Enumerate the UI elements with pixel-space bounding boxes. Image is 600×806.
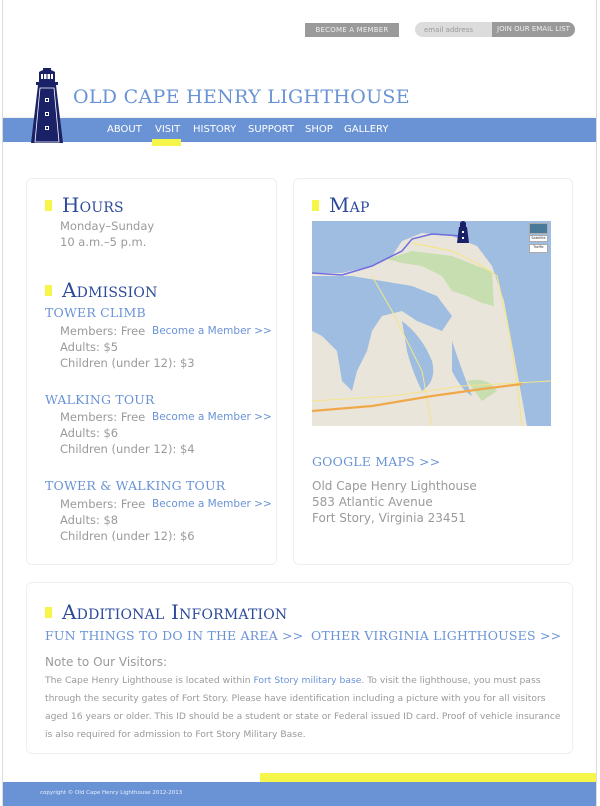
adults-price: Adults: $5	[60, 340, 119, 354]
tour-walking-title: WALKING TOUR	[45, 392, 155, 407]
email-signup	[415, 22, 575, 37]
join-email-button[interactable]: JOIN OUR EMAIL LIST	[492, 22, 575, 37]
nav-history[interactable]: HISTORY	[193, 124, 237, 135]
admission-title: Admission	[62, 278, 158, 302]
nav-active-indicator	[152, 139, 181, 146]
google-maps-link[interactable]: GOOGLE MAPS >>	[312, 454, 441, 469]
nav-bar	[3, 118, 596, 142]
map-title: Map	[329, 193, 370, 217]
note-text-pre: The Cape Henry Lighthouse is located within	[45, 675, 254, 686]
address-name: Old Cape Henry Lighthouse	[312, 479, 477, 493]
address-street: 583 Atlantic Avenue	[312, 495, 433, 509]
site-title[interactable]: OLD CAPE HENRY LIGHTHOUSE	[73, 86, 410, 108]
tour-combined-title: TOWER & WALKING TOUR	[45, 478, 226, 493]
nav-gallery[interactable]: GALLERY	[344, 124, 389, 135]
hours-info	[60, 218, 154, 250]
hours-days: Monday–Sunday	[60, 219, 155, 233]
tour-tower-climb-title: TOWER CLIMB	[45, 305, 146, 320]
hours-heading	[45, 193, 124, 217]
section-marker	[45, 607, 52, 618]
nav-visit[interactable]: VISIT	[155, 124, 181, 135]
map-satellite-thumbnail[interactable]	[529, 223, 548, 234]
note-paragraph	[45, 672, 570, 744]
hours-title: Hours	[62, 193, 124, 217]
become-member-link[interactable]: Become a Member >>	[152, 325, 272, 337]
members-price: Members: Free	[60, 324, 146, 338]
nav-shop[interactable]: SHOP	[305, 124, 333, 135]
note-heading: Note to Our Visitors:	[45, 655, 168, 669]
hours-time: 10 a.m.–5 p.m.	[60, 235, 147, 249]
map-heading	[312, 193, 370, 217]
additional-heading	[45, 600, 287, 624]
address-block	[312, 478, 477, 526]
section-marker	[312, 200, 319, 211]
admission-heading	[45, 278, 158, 302]
members-price: Members: Free	[60, 497, 146, 511]
nav-support[interactable]: SUPPORT	[248, 124, 294, 135]
children-price: Children (under 12): $6	[60, 529, 195, 543]
map-satellite-button[interactable]: Satellite	[529, 235, 548, 242]
adults-price: Adults: $6	[60, 426, 119, 440]
adults-price: Adults: $8	[60, 513, 119, 527]
children-price: Children (under 12): $4	[60, 442, 195, 456]
copyright-text: copyright © Old Cape Henry Lighthouse 2012-2013	[40, 790, 183, 796]
become-member-link[interactable]: Become a Member >>	[152, 411, 272, 423]
fun-things-link[interactable]: FUN THINGS TO DO IN THE AREA >>	[45, 628, 304, 643]
additional-title: Additional Information	[62, 600, 288, 624]
address-city: Fort Story, Virginia 23451	[312, 511, 466, 525]
become-member-button[interactable]: BECOME A MEMBER	[305, 23, 399, 37]
map-traffic-button[interactable]: Traffic	[529, 244, 548, 253]
members-price: Members: Free	[60, 410, 146, 424]
lighthouse-icon[interactable]	[30, 68, 64, 143]
email-input[interactable]	[415, 22, 492, 37]
embedded-map[interactable]	[312, 221, 551, 426]
map-graphic	[312, 221, 551, 426]
note-text-post: . To visit the lighthouse, you must pass through the security gates of Fort Story. Please have identification including a picture with you for all visitors aged 16 years or older. This ID should be a student or state or Federal issued ID card. Proof of vehicle insurance is also required for admission to Fort Story Military Base.	[45, 675, 561, 740]
become-member-link[interactable]: Become a Member >>	[152, 498, 272, 510]
children-price: Children (under 12): $3	[60, 356, 195, 370]
virginia-lighthouses-link[interactable]: OTHER VIRGINIA LIGHTHOUSES >>	[311, 628, 562, 643]
section-marker	[45, 285, 52, 296]
section-marker	[45, 200, 52, 211]
footer-accent-bar	[260, 773, 596, 782]
fort-story-link[interactable]: Fort Story military base	[253, 675, 362, 686]
nav-about[interactable]: ABOUT	[107, 124, 142, 135]
